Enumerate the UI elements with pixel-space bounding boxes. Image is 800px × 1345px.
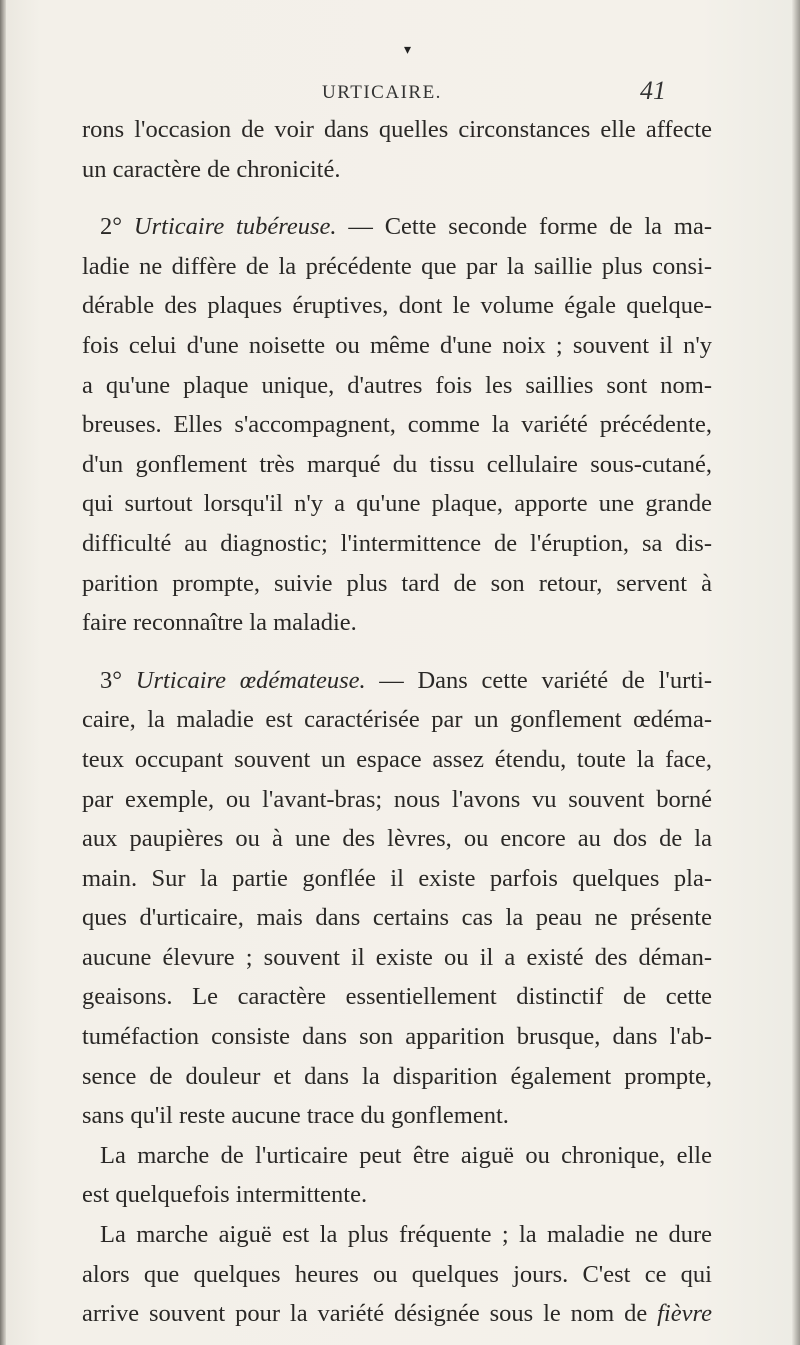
text-line: un caractère de chronicité. [82,155,341,183]
text-line: breuses. Elles s'accompagnent, comme la variété précédente, [82,411,712,439]
page-number: 41 [640,76,666,105]
text-line: aux paupières ou à une des lèvres, ou encore au dos de la [82,825,712,853]
page-left-edge-shadow [0,0,6,1345]
text-line: tuméfaction consiste dans son apparition brusque, dans l'ab- [82,1023,712,1051]
text-line: alors que quelques heures ou quelques jours. C'est ce qui [82,1260,712,1288]
italic-word: fièvre [657,1300,712,1328]
text-line: par exemple, ou l'avant-bras; nous l'avons vu souvent borné [82,785,712,813]
text-line: parition prompte, suivie plus tard de son retour, servent à [82,569,712,597]
text-line: difficulté au diagnostic; l'intermittence de l'éruption, sa dis- [82,529,712,557]
text-line: sence de douleur et dans la disparition également prompte, [82,1062,712,1090]
text-line: fois celui d'une noisette ou même d'une noix ; souvent il n'y [82,331,712,359]
text-line: geaisons. Le caractère essentiellement distinctif de cette [82,983,712,1011]
text-line: La marche de l'urticaire peut être aiguë ou chronique, elle [100,1141,712,1169]
text-line: sans qu'il reste aucune trace du gonflement. [82,1102,509,1130]
body-text [82,110,712,1334]
section-heading-line [82,661,712,701]
page-header [0,76,800,112]
section-heading-line [82,207,712,247]
text-fragment: — Dans cette variété de l'urti- [365,666,713,694]
section-number: 2° [100,213,123,241]
page-right-edge-shadow [792,0,800,1345]
text-line: d'un gonflement très marqué du tissu cellulaire sous-cutané, [82,450,712,478]
text-fragment: arrive souvent pour la variété désignée sous le nom de [82,1300,648,1328]
text-line: est quelquefois intermittente. [82,1181,368,1209]
text-line: a qu'une plaque unique, d'autres fois les saillies sont nom- [82,371,712,399]
text-line: ques d'urticaire, mais dans certains cas la peau ne présente [82,904,712,932]
text-line-with-italic [82,1294,712,1334]
section-title: Urticaire œdémateuse. [135,666,366,694]
text-line: La marche aiguë est la plus fréquente ; la maladie ne dure [100,1221,712,1249]
text-fragment: — Cette seconde forme de la ma- [336,213,712,241]
running-title: URTICAIRE. [322,82,442,103]
text-line: ladie ne diffère de la précédente que par la saillie plus consi- [82,252,712,280]
text-line: teux occupant souvent un espace assez étendu, toute la face, [82,745,712,773]
text-line: faire reconnaître la maladie. [82,609,357,637]
text-line: main. Sur la partie gonflée il existe parfois quelques pla- [82,864,712,892]
text-line: dérable des plaques éruptives, dont le volume égale quelque- [82,292,712,320]
ink-blot-icon: ▾ [404,43,412,58]
text-line: qui surtout lorsqu'il n'y a qu'une plaque, apporte une grande [82,490,712,518]
text-line: rons l'occasion de voir dans quelles circonstances elle affecte [82,116,712,143]
text-line: aucune élevure ; souvent il existe ou il a existé des déman- [82,943,712,971]
text-line: caire, la maladie est caractérisée par un gonflement œdéma- [82,706,712,734]
section-number: 3° [100,666,123,694]
section-title: Urticaire tubéreuse. [133,213,337,241]
